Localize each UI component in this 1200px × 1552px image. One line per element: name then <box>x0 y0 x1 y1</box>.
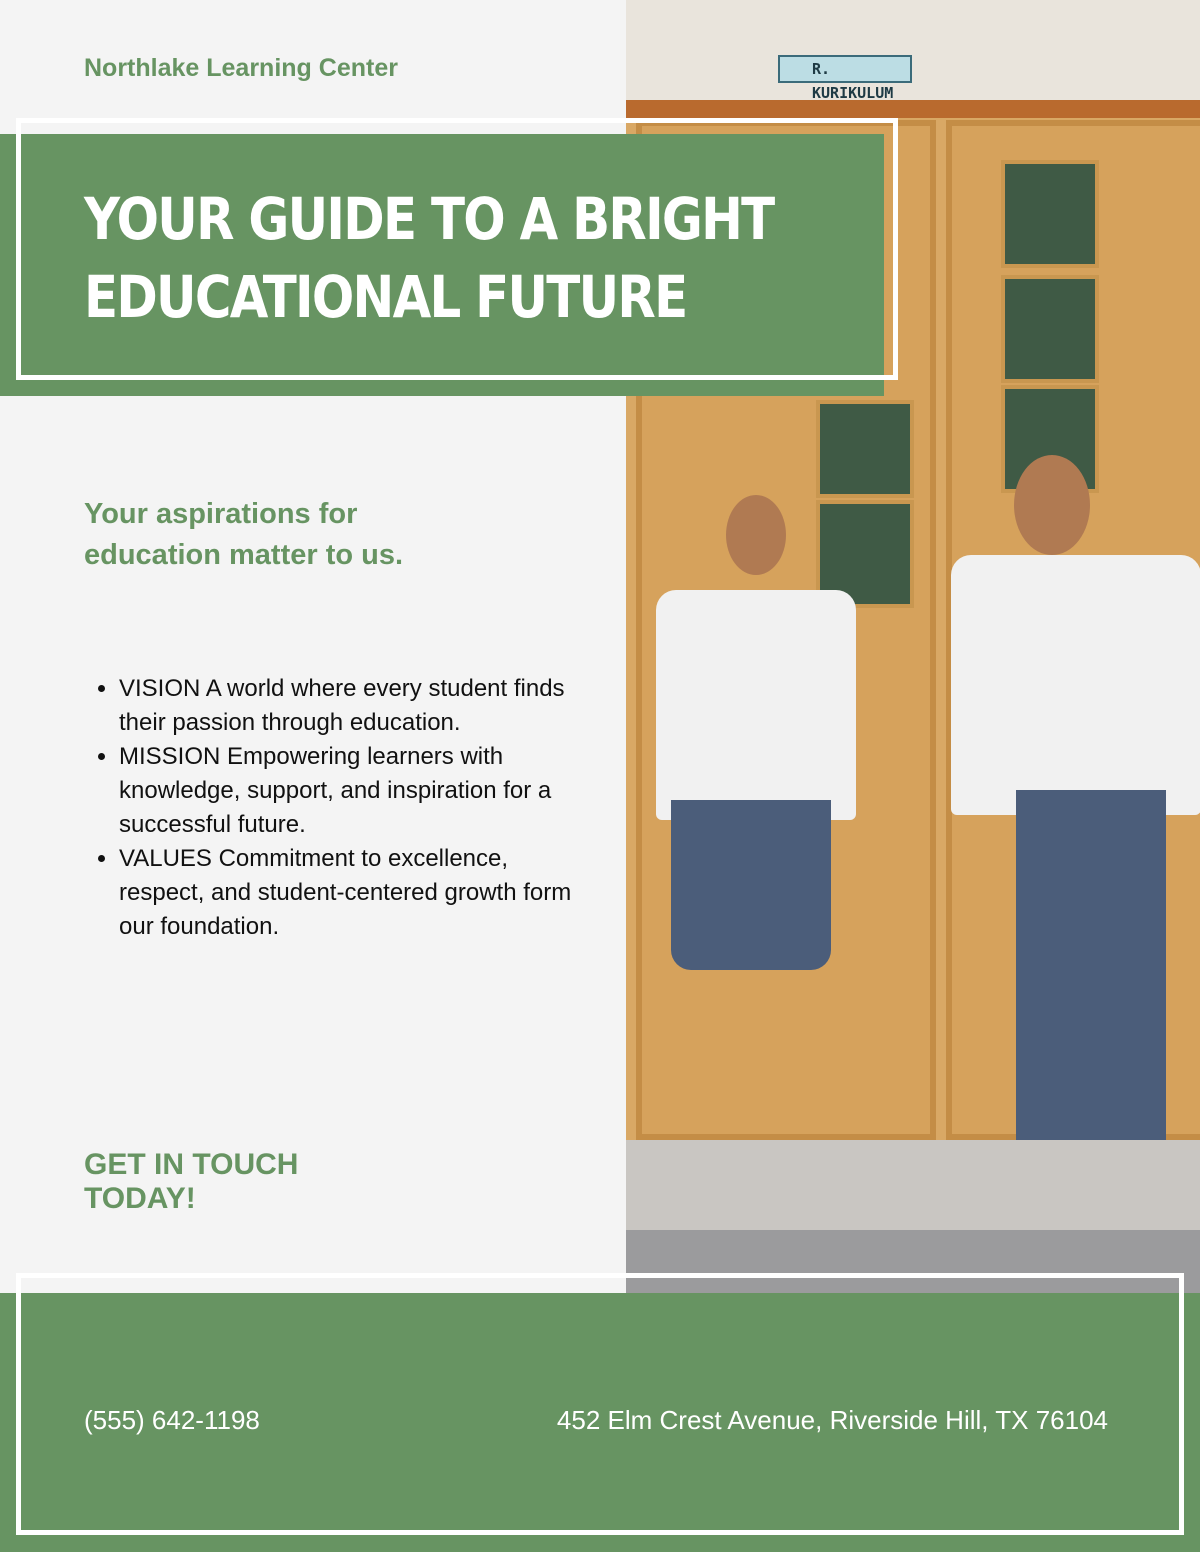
tagline-line-2: education matter to us. <box>84 539 404 571</box>
tagline-line-1: Your aspirations for <box>84 498 358 530</box>
list-item-mission: • MISSION Empowering learners with knowledge, support, and inspiration for a successful future. <box>119 740 589 842</box>
phone-number: (555) 642-1198 <box>84 1405 260 1435</box>
pillars-list <box>72 672 589 944</box>
list-item-values: • VALUES Commitment to excellence, respect, and student-centered growth form our foundation. <box>119 842 589 944</box>
list-item-vision: • VISION A world where every student finds their passion through education. <box>119 672 589 740</box>
tagline <box>84 494 403 576</box>
cta-line-1: GET IN TOUCH <box>84 1148 299 1181</box>
title-line-2: EDUCATIONAL FUTURE <box>84 263 687 331</box>
address: 452 Elm Crest Avenue, Riverside Hill, TX 76104 <box>556 1405 1108 1435</box>
call-to-action <box>84 1148 298 1216</box>
page-title <box>84 180 773 336</box>
title-line-1: YOUR GUIDE TO A BRIGHT <box>84 185 774 253</box>
cta-line-2: TODAY! <box>84 1182 196 1215</box>
brand-name: Northlake Learning Center <box>84 54 398 82</box>
footer-frame <box>16 1273 1184 1535</box>
room-sign: R. KURIKULUM <box>778 55 912 83</box>
